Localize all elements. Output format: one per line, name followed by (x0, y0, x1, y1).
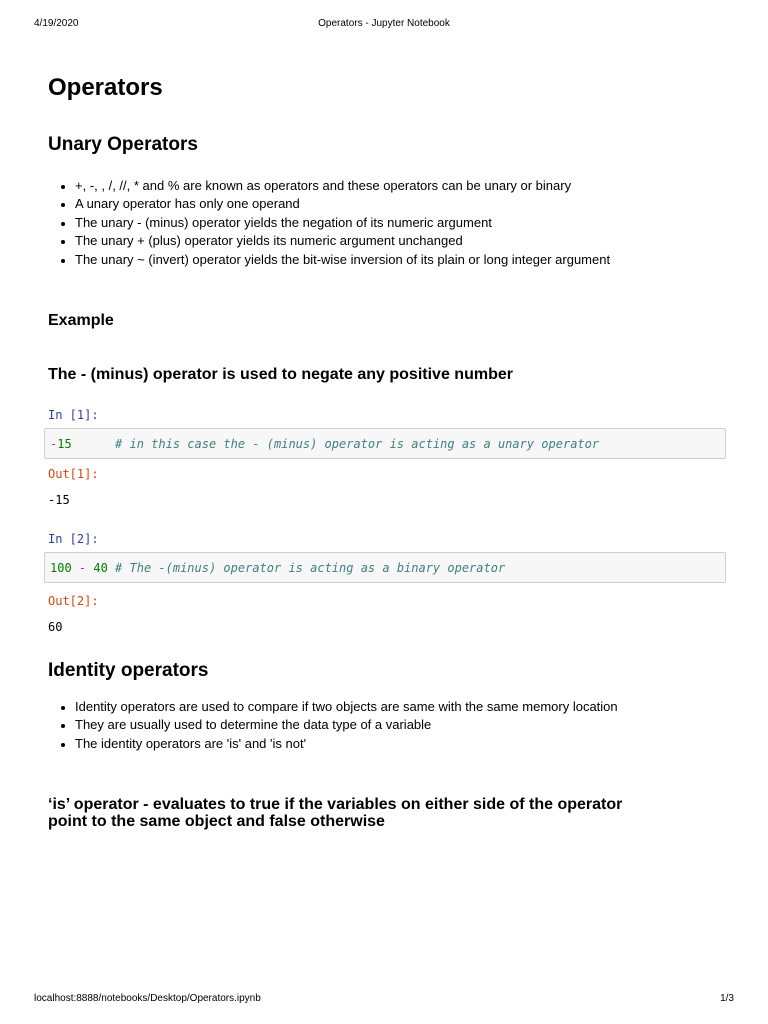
code-comment: # The -(minus) operator is acting as a binary operator (107, 560, 506, 575)
input-prompt: In [1]: (48, 408, 99, 423)
cell-output: -15 (48, 493, 70, 508)
code-cell-1[interactable] (44, 428, 726, 459)
code-number: 100 (50, 560, 72, 575)
print-title: Operators - Jupyter Notebook (318, 18, 450, 29)
code-operator: - (71, 560, 94, 575)
output-prompt: Out[1]: (48, 467, 99, 482)
is-heading-line-2: point to the same object and false otherwise (48, 813, 385, 831)
list-item: Identity operators are used to compare if two objects are same with the same memory location (60, 698, 728, 716)
code-number: 40 (93, 560, 108, 575)
notebook-content (48, 70, 728, 830)
unary-heading: Unary Operators (48, 134, 198, 155)
is-operator-heading (48, 796, 728, 830)
code-number: 15 (57, 436, 72, 451)
print-footer (34, 993, 734, 1004)
list-item: The unary ~ (invert) operator yields the bit-wise inversion of its plain or long integer argument (60, 251, 728, 269)
is-heading-line-1: ‘is’ operator - evaluates to true if the variables on either side of the operator (48, 796, 623, 814)
list-item: They are usually used to determine the data type of a variable (60, 716, 728, 734)
identity-heading: Identity operators (48, 660, 209, 682)
code-cell-2[interactable] (44, 552, 726, 583)
list-item: The unary + (plus) operator yields its numeric argument unchanged (60, 232, 728, 250)
code-comment: # in this case the - (minus) operator is acting as a unary operator (115, 436, 600, 451)
list-item: A unary operator has only one operand (60, 195, 728, 213)
input-prompt: In [2]: (48, 532, 99, 547)
print-url: localhost:8888/notebooks/Desktop/Operators.ipynb (34, 993, 261, 1004)
output-prompt: Out[2]: (48, 594, 99, 609)
list-item: The identity operators are 'is' and 'is not' (60, 735, 728, 753)
list-item: The unary - (minus) operator yields the negation of its numeric argument (60, 214, 728, 232)
print-date: 4/19/2020 (34, 18, 79, 29)
page-number: 1/3 (720, 993, 734, 1004)
code-gap (72, 437, 115, 451)
cell-output: 60 (48, 620, 63, 635)
minus-operator-heading: The - (minus) operator is used to negate any positive number (48, 366, 513, 384)
example-heading: Example (48, 312, 114, 330)
code-operator: - (50, 436, 58, 451)
identity-bullet-list (48, 698, 728, 753)
list-item: +, -, , /, //, * and % are known as operators and these operators can be unary or binary (60, 177, 728, 195)
notebook-title: Operators (48, 74, 163, 101)
unary-bullet-list (48, 177, 728, 269)
print-header (34, 18, 734, 29)
